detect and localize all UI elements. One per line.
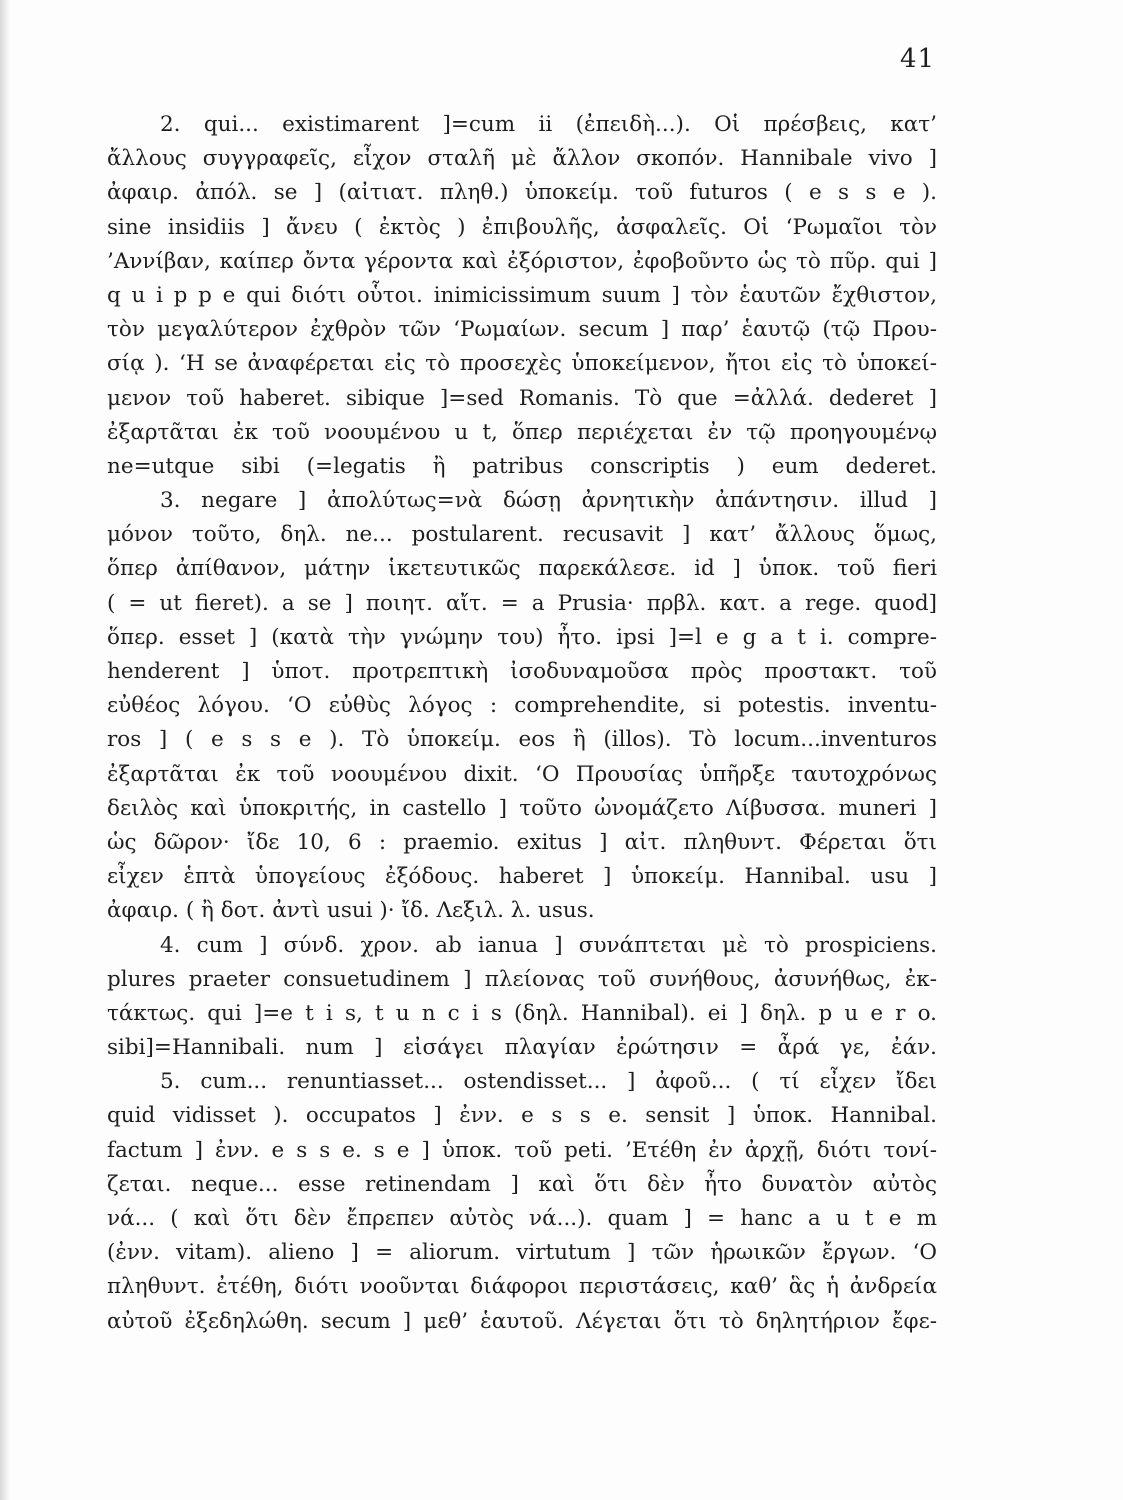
text-line: 5. cum... renuntiasset... ostendisset... ] ἀφοῦ... ( τί εἶχεν ἴδει	[160, 1069, 937, 1095]
text-line: δειλὸς καὶ ὑποκριτής, in castello ] τοῦτο ὠνομάζετο Λίβυσσα. muneri ]	[107, 795, 937, 821]
text-line: ὅπερ. esset ] (κατὰ τὴν γνώμην του) ἦτο. ipsi ]=l e g a t i. compre-	[107, 624, 937, 650]
page-number: 41	[900, 44, 936, 74]
text-line: sine insidiis ] ἄνευ ( ἐκτὸς ) ἐπιβουλῆς, ἀσφαλεῖς. Οἱ ‘Ρωμαῖοι τὸν	[107, 214, 937, 240]
text-line: τάκτως. qui ]=e t i s, t u n c i s (δηλ. Hannibal). ei ] δηλ. p u e r o.	[107, 1000, 937, 1026]
text-line: ζεται. neque... esse retinendam ] καὶ ὅτι δὲν ἦτο δυνατὸν αὐτὸς	[107, 1171, 937, 1197]
text-line: ἐξαρτᾶται ἐκ τοῦ νοουμένου dixit. ‘Ο Προυσίας ὑπῆρξε ταυτοχρόνως	[107, 761, 937, 787]
text-line: ἀφαιρ. ( ἢ δοτ. ἀντὶ usui )· ἴδ. Λεξιλ. λ. usus.	[107, 898, 595, 924]
text-line: plures praeter consuetudinem ] πλείονας τοῦ συνήθους, ἀσυνήθως, ἐκ-	[107, 966, 937, 992]
text-line: 4. cum ] σύνδ. χρον. ab ianua ] συνάπτεται μὲ τὸ prospiciens.	[160, 932, 937, 958]
text-line: sibi]=Hannibali. num ] εἰσάγει πλαγίαν ἐρώτησιν = ἆρά γε, ἐάν.	[107, 1035, 937, 1061]
text-line: τὸν μεγαλύτερον ἐχθρὸν τῶν ‘Ρωμαίων. secum ] παρ’ ἑαυτῷ (τῷ Πρου-	[107, 317, 937, 343]
text-line: πληθυντ. ἐτέθη, διότι νοοῦνται διάφοροι περιστάσεις, καθ’ ἃς ἡ ἀνδρεία	[107, 1274, 937, 1300]
page-edge-shadow	[0, 0, 10, 1500]
text-line: 2. qui... existimarent ]=cum ii (ἐπειδὴ...). Οἱ πρέσβεις, κατ’	[160, 112, 937, 137]
text-line: (ἐνν. vitam). alieno ] = aliorum. virtutum ] τῶν ἡρωικῶν ἔργων. ‘Ο	[107, 1240, 937, 1266]
text-line: ( = ut fieret). a se ] ποιητ. αἴτ. = a Prusia· πρβλ. κατ. a rege. quod]	[107, 590, 937, 616]
commentary-text	[107, 108, 937, 1339]
text-line: σίᾳ ). ‘Η se ἀναφέρεται εἰς τὸ προσεχὲς ὑποκείμενον, ἤτοι εἰς τὸ ὑποκεί-	[107, 351, 937, 377]
text-line: μενον τοῦ haberet. sibique ]=sed Romanis. Τὸ que =ἀλλά. dederet ]	[107, 385, 937, 411]
text-line: quid vidisset ). occupatos ] ἐνν. e s s e. sensit ] ὑποκ. Hannibal.	[107, 1103, 937, 1129]
text-line: ros ] ( e s s e ). Τὸ ὑποκείμ. eos ἢ (illos). Τὸ locum...inventuros	[107, 727, 937, 753]
text-line: ἀφαιρ. ἀπόλ. se ] (αἰτιατ. πληθ.) ὑποκείμ. τοῦ futuros ( e s s e ).	[107, 180, 937, 206]
text-line: μόνον τοῦτο, δηλ. ne... postularent. recusavit ] κατ’ ἄλλους ὅμως,	[107, 522, 937, 548]
text-line: ὡς δῶρον· ἴδε 10, 6 : praemio. exitus ] αἰτ. πληθυντ. Φέρεται ὅτι	[107, 829, 937, 855]
text-line: ὅπερ ἀπίθανον, μάτην ἱκετευτικῶς παρεκάλεσε. id ] ὑποκ. τοῦ fieri	[107, 556, 937, 582]
text-line: henderent ] ὑποτ. προτρεπτικὴ ἰσοδυναμοῦσα πρὸς προστακτ. τοῦ	[107, 659, 937, 684]
text-line: εὐθέος λόγου. ‘Ο εὐθὺς λόγος : comprehendite, si potestis. inventu-	[107, 693, 937, 719]
text-line: αὐτοῦ ἐξεδηλώθη. secum ] μεθ’ ἑαυτοῦ. Λέγεται ὅτι τὸ δηλητήριον ἔφε-	[107, 1308, 937, 1334]
text-line: 3. negare ] ἀπολύτως=νὰ δώσῃ ἀρνητικὴν ἀπάντησιν. illud ]	[160, 488, 937, 514]
text-line: εἶχεν ἑπτὰ ὑπογείους ἐξόδους. haberet ] ὑποκείμ. Hannibal. usu ]	[107, 864, 937, 890]
text-line: ne=utque sibi (=legatis ἢ patribus conscriptis ) eum dederet.	[107, 453, 937, 479]
text-line: ’Αννίβαν, καίπερ ὄντα γέροντα καὶ ἐξόριστον, ἐφοβοῦντο ὡς τὸ πῦρ. qui ]	[107, 248, 937, 274]
text-line: νά... ( καὶ ὅτι δὲν ἔπρεπεν αὐτὸς νά...). quam ] = hanc a u t e m	[107, 1206, 937, 1231]
text-line: factum ] ἐνν. e s s e. s e ] ὑποκ. τοῦ peti. ’Ετέθη ἐν ἀρχῇ, διότι τονί-	[107, 1137, 937, 1163]
text-line: ἄλλους συγγραφεῖς, εἶχον σταλῆ μὲ ἄλλον σκοπόν. Hannibale vivo ]	[107, 146, 937, 172]
text-line: q u i p p e qui διότι οὗτοι. inimicissimum suum ] τὸν ἑαυτῶν ἔχθιστον,	[107, 282, 937, 308]
text-line: ἐξαρτᾶται ἐκ τοῦ νοουμένου u t, ὅπερ περιέχεται ἐν τῷ προηγουμένῳ	[107, 419, 937, 445]
